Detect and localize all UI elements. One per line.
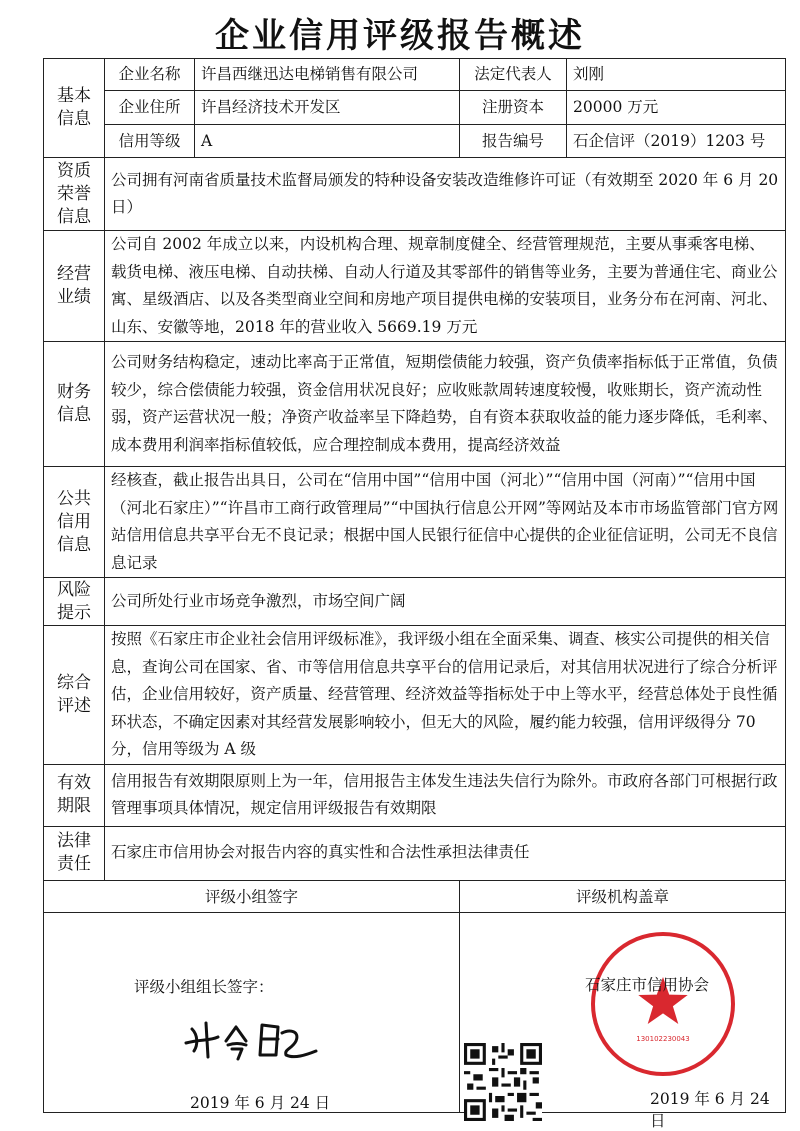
basic-row-address — [44, 91, 786, 125]
registered-capital-label: 注册资本 — [460, 91, 567, 125]
basic-row-grade — [44, 125, 786, 158]
section-text-qualification: 公司拥有河南省质量技术监督局颁发的特种设备安装改造维修许可证（有效期至 2020 年 6 月 20 日） — [105, 158, 786, 231]
report-number-label: 报告编号 — [460, 125, 567, 158]
left-signature-date: 2019 年 6 月 24 日 — [190, 1093, 331, 1112]
signature-header-row — [44, 880, 786, 912]
basic-row-name — [44, 59, 786, 91]
handwritten-signature — [184, 1015, 324, 1063]
section-row-qualification — [44, 158, 786, 231]
rating-team-signature-header: 评级小组签字 — [44, 880, 460, 912]
section-text-validity: 信用报告有效期限原则上为一年，信用报告主体发生违法失信行为除外。市政府各部门可根据行政管理事项具体情况，规定信用评级报告有效期限 — [105, 764, 786, 826]
right-seal-date: 2019 年 6 月 24 日 — [650, 1089, 770, 1130]
section-label-legal: 法律责任 — [44, 826, 105, 880]
legal-rep-value: 刘刚 — [567, 59, 786, 91]
credit-report-table — [43, 58, 786, 1130]
credit-grade-label: 信用等级 — [105, 125, 195, 158]
section-label-performance: 经营业绩 — [44, 231, 105, 342]
leader-signature-label: 评级小组组长签字： — [134, 977, 274, 996]
company-address-value: 许昌经济技术开发区 — [195, 91, 460, 125]
company-address-label: 企业住所 — [105, 91, 195, 125]
signature-area — [44, 912, 460, 1112]
section-text-risk: 公司所处行业市场竞争激烈，市场空间广阔 — [105, 578, 786, 626]
registered-capital-value: 20000 万元 — [567, 91, 786, 125]
agency-name: 石家庄市信用协会 — [585, 975, 710, 994]
document-title: 企业信用评级报告概述 — [215, 16, 585, 56]
company-name-value: 许昌西继迅达电梯销售有限公司 — [195, 59, 460, 91]
section-label-validity: 有效期限 — [44, 764, 105, 826]
legal-rep-label: 法定代表人 — [460, 59, 567, 91]
report-number-value: 石企信评（2019）1203 号 — [567, 125, 786, 158]
section-text-finance: 公司财务结构稳定，速动比率高于正常值，短期偿债能力较强，资产负债率指标低于正常值，负债较少，综合偿债能力较强，资金信用状况良好；应收账款周转速度较慢，收账期长，资产流动性弱，资产运营状况一般；净资产收益率呈下降趋势，自有资本获取收益的能力逐步降低，毛利率、成本费用利润率指标值较低，应合理控制成本费用，提高经济效益 — [105, 342, 786, 467]
section-text-performance: 公司自 2002 年成立以来，内设机构合理、规章制度健全、经营管理规范，主要从事乘客电梯、载货电梯、液压电梯、自动扶梯、自动人行道及其零部件的销售等业务，主要为普通住宅、商业公寓、星级酒店、以及各类型商业空间和房地产项目提供电梯的安装项目，业务分布在河南、河北、山东、安徽等地，2018 年的营业收入 5669.19 万元 — [105, 231, 786, 342]
section-label-basic: 基本信息 — [44, 59, 105, 158]
credit-grade-value: A — [195, 125, 460, 158]
signature-row — [44, 912, 786, 1112]
company-name-label: 企业名称 — [105, 59, 195, 91]
section-row-risk — [44, 578, 786, 626]
section-text-public-credit: 经核查，截止报告出具日，公司在“信用中国”“信用中国（河北）”“信用中国（河南）”“信用中国（河北石家庄）”“许昌市工商行政管理局”“中国执行信息公开网”等网站及本市市场监管部门官方网站信用信息共享平台无不良记录；根据中国人民银行征信中心提供的企业征信证明，公司无不良信息记录 — [105, 467, 786, 578]
section-text-review: 按照《石家庄市企业社会信用评级标准》，我评级小组在全面采集、调查、核实公司提供的相关信息，查询公司在国家、省、市等信用信息共享平台的信用记录后，对其信用状况进行了综合分析评估，企业信用较好，资产质量、经营管理、经济效益等指标处于中上等水平，经营总体处于良性循环状态，不确定因素对其经营发展影响较小，但无大的风险，履约能力较强，信用评级得分 70 分，信用等级为 A 级 — [105, 626, 786, 765]
section-label-finance: 财务信息 — [44, 342, 105, 467]
section-text-legal: 石家庄市信用协会对报告内容的真实性和合法性承担法律责任 — [105, 826, 786, 880]
section-row-validity — [44, 764, 786, 826]
section-label-public-credit: 公共信用信息 — [44, 467, 105, 578]
section-row-legal — [44, 826, 786, 880]
section-label-qualification: 资质荣誉信息 — [44, 158, 105, 231]
seal-area — [460, 912, 786, 1130]
section-row-review — [44, 626, 786, 765]
agency-seal-header: 评级机构盖章 — [460, 880, 786, 912]
section-row-public-credit — [44, 467, 786, 578]
qr-code-icon — [464, 1043, 542, 1121]
section-label-risk: 风险提示 — [44, 578, 105, 626]
seal-number: 130102230043 — [636, 1034, 690, 1043]
section-label-review: 综合评述 — [44, 626, 105, 765]
official-seal — [588, 929, 738, 1079]
section-row-finance — [44, 342, 786, 467]
section-row-performance — [44, 231, 786, 342]
